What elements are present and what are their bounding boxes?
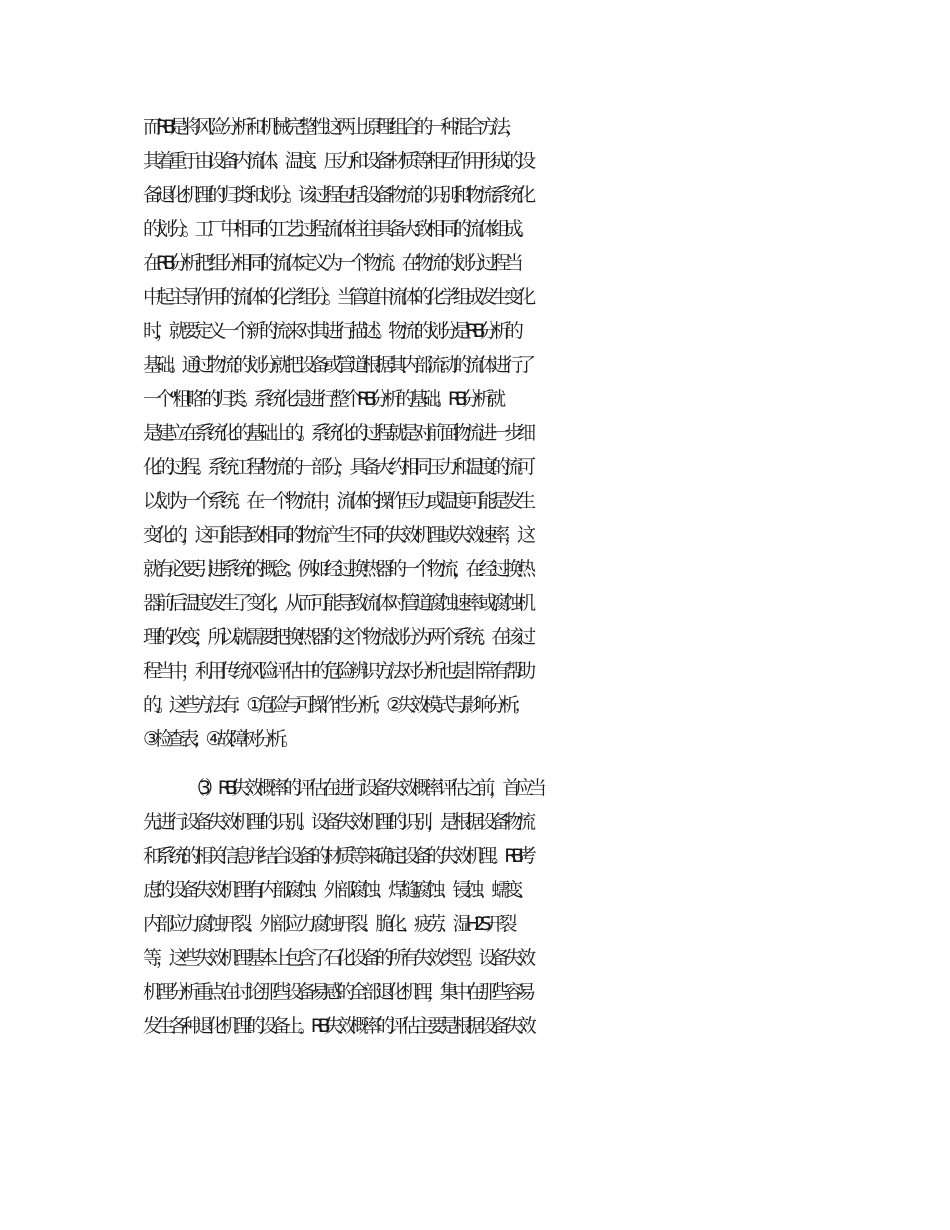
text-line: 的划分。工厂中相同的工艺过程流体往往具备大致相同的流体组成。	[143, 218, 531, 240]
text-line: 是建立在系统化的基础上的。系统化的过程就是对前面物流进一步细	[143, 422, 531, 444]
text-line: 内部应力腐蚀开裂、外部应力腐蚀开裂、脆化、疲劳、湿H2S开裂	[143, 913, 512, 935]
text-line: ③检查表；④故障树分析。	[143, 728, 294, 750]
text-line: 在RBI分析把组分相同的流体定义为一个物流。在物流的划分过程当	[143, 252, 518, 274]
text-line: 和系统的相关信息并结合设备的材质等来确定设备的失效机理。RBI考	[143, 845, 531, 867]
text-line: 程当中，利用传统风险评估中的危险辨识方法对分析也是非常有帮助	[143, 660, 531, 682]
text-line: 等，这些失效机理基本上包含了石化设备的所有失效类型。设备失效	[143, 947, 531, 969]
text-line: 的。这些方法有：①危险与可操作性分析；②失效模式与影响分析；	[143, 694, 527, 716]
text-line: 机理分析重点在讨论那些设备易感的全部退化机理，集中在那些容易	[143, 981, 531, 1003]
text-line: 理的改变，所以就需要把换热器的这个物流划分为两个系统。在该过	[143, 626, 531, 648]
text-line: 器前后温度发生了变化，从而可能导致流体对管道腐蚀速率或腐蚀机	[143, 592, 531, 614]
text-line: 基础。通过物流的划分就把设备或管道根据其内部流动的流体进行了	[143, 354, 531, 376]
text-line: （3）RBI失效概率的评估在进行设备失效概率评估之前，首应当	[186, 777, 541, 799]
text-line: 一个“粗略”的归类。系统化是进行整个RBI分析的基础。RBI分析就	[143, 388, 501, 410]
text-line: 变化的，这可能导致相同的物流产生不同的失效机理或失效速率，这	[143, 524, 531, 546]
text-line: 中起主导作用的流体的化学组分。当管道中流体的化学组成发生变化	[143, 286, 531, 308]
text-line: 备退化机理的归类和划分。该过程包括设备物流的识别和物流系统化	[143, 184, 531, 206]
text-line: 化的过程。系统工程物流的一部分，具备大约相同压力和温度的流可	[143, 456, 531, 478]
text-line: 就有必要引进系统的概念。例如经过换热器的一个物流，在经过换热	[143, 558, 531, 580]
text-line: 以划为一个系统。在一个物流中，流体的操作压力或温度可能是发生	[143, 490, 531, 512]
text-line: 先进行设备失效机理的识别。设备失效机理的识别，是根据设备物流	[143, 811, 531, 833]
text-line: 发生各种退化机理的设备上。RBI失效概率的评估主要是根据设备失效	[143, 1015, 531, 1037]
text-line: 时，就要定义一个新的流来对其进行描述。物流的划分是RBI分析的	[143, 320, 518, 342]
text-line: 其着重于由设备内流体、温度、压力和设备材质等相互作用形成的设	[143, 150, 531, 172]
text-line: 而RBI是将风险分析和机械完整性这两上原理组合的一种混合方法，	[143, 116, 518, 138]
text-line: 虑的设备失 效机理有内部腐蚀、外部腐蚀、焊缝腐蚀、锓蚀、蠕变、	[143, 879, 530, 901]
